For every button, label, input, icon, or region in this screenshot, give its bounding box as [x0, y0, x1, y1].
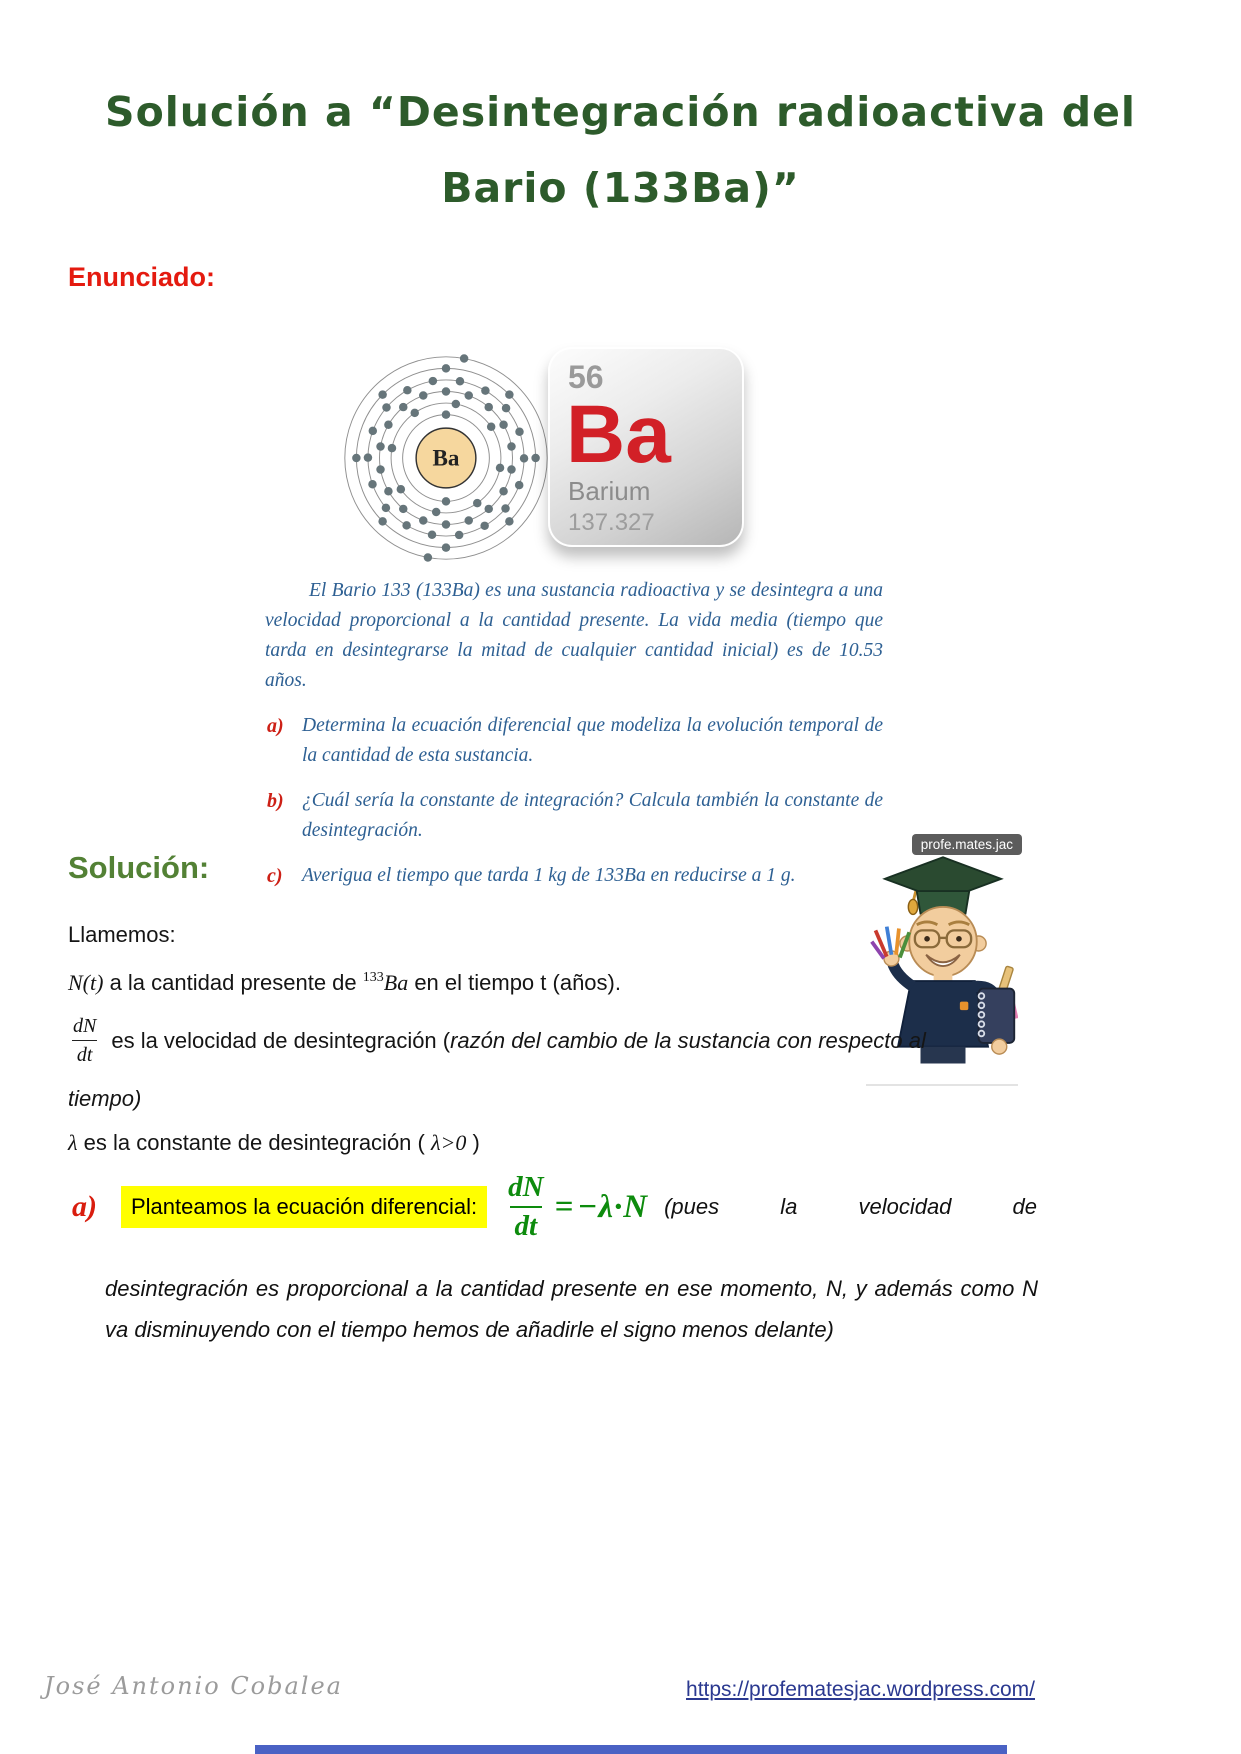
definition-dndt-upright: es la velocidad de desintegración (: [111, 1027, 451, 1053]
definition-dndt: [68, 1016, 1038, 1065]
element-atomic-mass: 137.327: [568, 509, 655, 536]
math-fraction-dndt: [68, 1016, 101, 1065]
problem-intro: El Bario 133 (133Ba) es una sustancia radioactiva y se desintegra a una velocidad proporcional a la cantidad presente. La vida media (tiempo que tarda en desintegrarse la mitad de cualquier cantidad inicial) es de 10.53 años.: [265, 580, 883, 691]
part-a-label: a): [72, 1190, 97, 1223]
svg-text:Ba: Ba: [432, 445, 460, 472]
equation-denominator: dt: [510, 1206, 543, 1241]
problem-item-c-text: Averigua el tiempo que tarda 1 kg de 133Ba en reducirse a 1 g.: [302, 865, 796, 886]
problem-item-a: [265, 711, 883, 771]
isotope-superscript: 133: [362, 970, 384, 985]
page-title-line2: Bario (133Ba)”: [441, 164, 800, 212]
math-n-of-t: N(t): [68, 970, 104, 995]
avatar-ground-line: [866, 1084, 1018, 1086]
problem-item-a-label: a): [267, 715, 284, 737]
problem-item-c: [265, 861, 883, 891]
enunciado-heading: Enunciado:: [68, 262, 215, 292]
math-lambda-condition: λ>0: [430, 1130, 467, 1155]
problem-item-b-label: b): [267, 790, 284, 812]
element-symbol: Ba: [566, 389, 671, 480]
definition-n-text-after: en el tiempo t (años).: [408, 970, 621, 995]
problem-statement: [265, 576, 883, 891]
math-ba-symbol: Ba: [383, 970, 409, 995]
bohr-atom-diagram: [340, 348, 552, 568]
fraction-denominator: dt: [72, 1040, 98, 1065]
fraction-numerator: dN: [73, 1015, 97, 1037]
part-a-note-rest: desintegración es proporcional a la cantidad presente en ese momento, N, y además como N va disminuyendo con el tiempo hemos de añadirle el signo menos delante): [105, 1276, 1038, 1342]
element-name: Barium: [568, 476, 651, 506]
avatar-badge: profe.mates.jac: [912, 834, 1022, 855]
page-title-line1: Solución a “Desintegración radioactiva del: [105, 88, 1136, 136]
math-lambda: λ: [68, 1130, 78, 1155]
equation-numerator: dN: [508, 1171, 544, 1203]
definition-dndt-text: [111, 1028, 1038, 1054]
equation-rhs: −λ·N: [577, 1188, 649, 1225]
author-signature: José Antonio Cobalea: [44, 1672, 343, 1700]
problem-item-c-label: c): [267, 865, 283, 887]
definition-lambda-text: es la constante de desintegración (: [77, 1130, 431, 1155]
page-title: [0, 74, 1241, 226]
solucion-heading: Solución:: [68, 850, 210, 885]
definition-n-text: a la cantidad presente de: [103, 970, 363, 995]
definition-dndt-continuation: tiempo): [68, 1086, 142, 1111]
part-a-highlighted-text: Planteamos la ecuación diferencial:: [121, 1186, 487, 1228]
part-a-row: [72, 1152, 1037, 1262]
problem-item-b-text: ¿Cuál sería la constante de integración? Calcula también la constante de desintegración.: [302, 790, 883, 841]
definition-n: [68, 970, 621, 996]
element-atomic-number: 56: [568, 359, 604, 395]
bottom-blue-bar: [255, 1745, 1007, 1754]
website-link[interactable]: https://profematesjac.wordpress.com/: [686, 1678, 1035, 1701]
llamemos-label: Llamemos:: [68, 922, 176, 947]
definition-lambda-close: ): [466, 1130, 480, 1155]
element-tile: [548, 347, 744, 547]
definition-dndt-italic: razón del cambio de la sustancia con respecto al: [450, 1027, 926, 1053]
equation-fraction: [503, 1173, 548, 1241]
differential-equation: [503, 1173, 648, 1241]
atom-shells-icon: [340, 348, 552, 568]
problem-item-b: [265, 786, 883, 846]
equation-equals: =: [554, 1188, 574, 1225]
problem-item-a-text: Determina la ecuación diferencial que modeliza la evolución temporal de la cantidad de esta sustancia.: [302, 715, 883, 766]
part-a-note-start: (pues la velocidad de: [664, 1194, 1037, 1219]
